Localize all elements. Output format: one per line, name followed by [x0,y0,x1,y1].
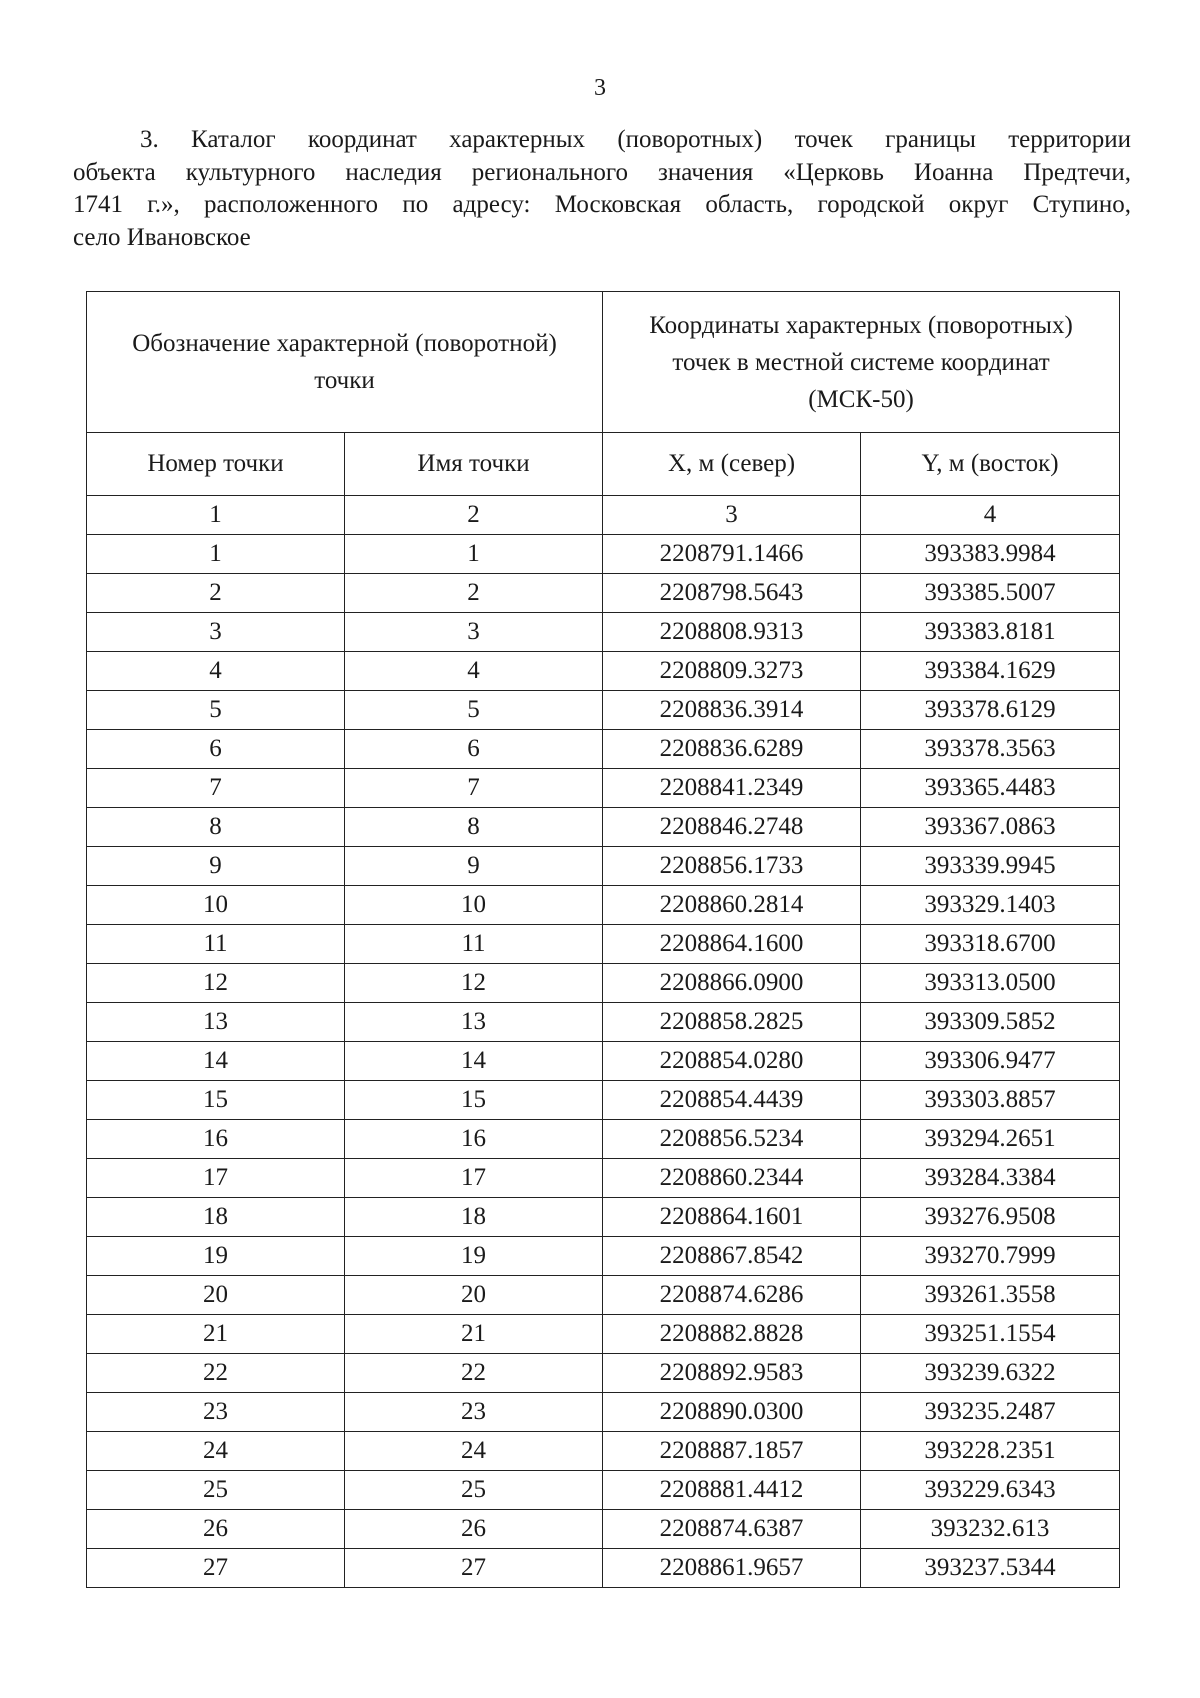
x-coordinate-cell: 2208856.1733 [603,847,861,886]
table-row [87,1471,1120,1510]
intro-paragraph [73,124,1131,254]
intro-line: объекта культурного наследия регионального значения «Церковь Иоанна Предтечи, [73,158,1131,186]
header-point-designation: Обозначение характерной (поворотной) точки [87,292,603,433]
y-coordinate-cell: 393339.9945 [861,847,1120,886]
y-coordinate-cell: 393313.0500 [861,964,1120,1003]
header-column-numbers-row [87,496,1120,535]
y-coordinate-cell: 393318.6700 [861,925,1120,964]
column-number: 1 [87,496,345,535]
column-number: 3 [603,496,861,535]
table-head [87,292,1120,535]
point-name-cell: 19 [345,1237,603,1276]
y-coordinate-cell: 393251.1554 [861,1315,1120,1354]
point-name-cell: 11 [345,925,603,964]
point-number-cell: 5 [87,691,345,730]
point-name-cell: 4 [345,652,603,691]
table-row [87,1393,1120,1432]
point-name-cell: 9 [345,847,603,886]
table-row [87,1237,1120,1276]
header-group-row [87,292,1120,433]
intro-line: 3. Каталог координат характерных (поворотных) точек границы территории [140,126,1131,153]
y-coordinate-cell: 393365.4483 [861,769,1120,808]
point-name-cell: 17 [345,1159,603,1198]
point-number-cell: 25 [87,1471,345,1510]
point-name-cell: 20 [345,1276,603,1315]
point-name-cell: 16 [345,1120,603,1159]
x-coordinate-cell: 2208866.0900 [603,964,861,1003]
table-row [87,1120,1120,1159]
table-row [87,535,1120,574]
point-number-cell: 23 [87,1393,345,1432]
y-coordinate-cell: 393229.6343 [861,1471,1120,1510]
point-number-cell: 2 [87,574,345,613]
x-coordinate-cell: 2208846.2748 [603,808,861,847]
y-coordinate-cell: 393303.8857 [861,1081,1120,1120]
y-coordinate-cell: 393309.5852 [861,1003,1120,1042]
y-coordinate-cell: 393237.5344 [861,1549,1120,1588]
point-number-cell: 9 [87,847,345,886]
x-coordinate-cell: 2208856.5234 [603,1120,861,1159]
point-name-cell: 12 [345,964,603,1003]
point-name-cell: 6 [345,730,603,769]
point-number-cell: 15 [87,1081,345,1120]
point-name-cell: 25 [345,1471,603,1510]
x-coordinate-cell: 2208864.1600 [603,925,861,964]
point-number-cell: 17 [87,1159,345,1198]
point-number-cell: 18 [87,1198,345,1237]
y-coordinate-cell: 393294.2651 [861,1120,1120,1159]
table-row [87,1354,1120,1393]
x-coordinate-cell: 2208860.2344 [603,1159,861,1198]
x-coordinate-cell: 2208808.9313 [603,613,861,652]
x-coordinate-cell: 2208858.2825 [603,1003,861,1042]
header-point-name: Имя точки [345,433,603,496]
x-coordinate-cell: 2208861.9657 [603,1549,861,1588]
point-number-cell: 14 [87,1042,345,1081]
point-number-cell: 26 [87,1510,345,1549]
x-coordinate-cell: 2208836.6289 [603,730,861,769]
header-coordinates-msk50: Координаты характерных (поворотных) точек в местной системе координат (МСК-50) [603,292,1120,433]
point-name-cell: 10 [345,886,603,925]
y-coordinate-cell: 393235.2487 [861,1393,1120,1432]
y-coordinate-cell: 393306.9477 [861,1042,1120,1081]
table-row [87,808,1120,847]
page-number: 3 [594,75,606,101]
point-number-cell: 7 [87,769,345,808]
table-row [87,1315,1120,1354]
y-coordinate-cell: 393261.3558 [861,1276,1120,1315]
header-x-north: X, м (север) [603,433,861,496]
x-coordinate-cell: 2208860.2814 [603,886,861,925]
point-name-cell: 14 [345,1042,603,1081]
point-name-cell: 18 [345,1198,603,1237]
table-body [87,535,1120,1588]
y-coordinate-cell: 393239.6322 [861,1354,1120,1393]
point-name-cell: 21 [345,1315,603,1354]
table-row [87,925,1120,964]
table-row [87,847,1120,886]
point-number-cell: 10 [87,886,345,925]
column-number: 2 [345,496,603,535]
table-row [87,1276,1120,1315]
x-coordinate-cell: 2208841.2349 [603,769,861,808]
header-y-east: Y, м (восток) [861,433,1120,496]
x-coordinate-cell: 2208854.4439 [603,1081,861,1120]
x-coordinate-cell: 2208881.4412 [603,1471,861,1510]
table-row [87,964,1120,1003]
x-coordinate-cell: 2208887.1857 [603,1432,861,1471]
table-row [87,574,1120,613]
y-coordinate-cell: 393329.1403 [861,886,1120,925]
x-coordinate-cell: 2208791.1466 [603,535,861,574]
y-coordinate-cell: 393367.0863 [861,808,1120,847]
y-coordinate-cell: 393378.3563 [861,730,1120,769]
x-coordinate-cell: 2208867.8542 [603,1237,861,1276]
point-name-cell: 1 [345,535,603,574]
table-row [87,886,1120,925]
point-number-cell: 8 [87,808,345,847]
header-point-number: Номер точки [87,433,345,496]
point-name-cell: 22 [345,1354,603,1393]
y-coordinate-cell: 393378.6129 [861,691,1120,730]
point-number-cell: 1 [87,535,345,574]
y-coordinate-cell: 393383.9984 [861,535,1120,574]
table-row [87,1432,1120,1471]
x-coordinate-cell: 2208864.1601 [603,1198,861,1237]
y-coordinate-cell: 393276.9508 [861,1198,1120,1237]
point-name-cell: 23 [345,1393,603,1432]
coordinates-catalog-table [86,291,1120,1588]
x-coordinate-cell: 2208874.6286 [603,1276,861,1315]
point-number-cell: 16 [87,1120,345,1159]
table-row [87,691,1120,730]
column-number: 4 [861,496,1120,535]
point-name-cell: 5 [345,691,603,730]
table-row [87,1549,1120,1588]
point-name-cell: 8 [345,808,603,847]
x-coordinate-cell: 2208890.0300 [603,1393,861,1432]
y-coordinate-cell: 393232.613 [861,1510,1120,1549]
point-number-cell: 27 [87,1549,345,1588]
y-coordinate-cell: 393228.2351 [861,1432,1120,1471]
x-coordinate-cell: 2208809.3273 [603,652,861,691]
point-name-cell: 13 [345,1003,603,1042]
point-number-cell: 24 [87,1432,345,1471]
y-coordinate-cell: 393270.7999 [861,1237,1120,1276]
point-name-cell: 3 [345,613,603,652]
point-name-cell: 7 [345,769,603,808]
point-number-cell: 4 [87,652,345,691]
table-row [87,1042,1120,1081]
header-columns-row [87,433,1120,496]
table-row [87,652,1120,691]
point-number-cell: 11 [87,925,345,964]
point-number-cell: 12 [87,964,345,1003]
x-coordinate-cell: 2208836.3914 [603,691,861,730]
point-number-cell: 3 [87,613,345,652]
point-number-cell: 20 [87,1276,345,1315]
point-name-cell: 26 [345,1510,603,1549]
intro-line: 1741 г.», расположенного по адресу: Московская область, городской округ Ступино, [73,191,1131,218]
x-coordinate-cell: 2208798.5643 [603,574,861,613]
table-row [87,1510,1120,1549]
y-coordinate-cell: 393383.8181 [861,613,1120,652]
table-row [87,1081,1120,1120]
point-name-cell: 27 [345,1549,603,1588]
point-name-cell: 2 [345,574,603,613]
y-coordinate-cell: 393385.5007 [861,574,1120,613]
x-coordinate-cell: 2208874.6387 [603,1510,861,1549]
point-number-cell: 19 [87,1237,345,1276]
point-name-cell: 24 [345,1432,603,1471]
table-row [87,1003,1120,1042]
table-row [87,1198,1120,1237]
point-number-cell: 22 [87,1354,345,1393]
table-row [87,730,1120,769]
table-row [87,1159,1120,1198]
x-coordinate-cell: 2208854.0280 [603,1042,861,1081]
x-coordinate-cell: 2208892.9583 [603,1354,861,1393]
point-number-cell: 21 [87,1315,345,1354]
x-coordinate-cell: 2208882.8828 [603,1315,861,1354]
y-coordinate-cell: 393384.1629 [861,652,1120,691]
table-row [87,613,1120,652]
table-row [87,769,1120,808]
point-name-cell: 15 [345,1081,603,1120]
intro-line: село Ивановское [73,223,251,251]
y-coordinate-cell: 393284.3384 [861,1159,1120,1198]
point-number-cell: 6 [87,730,345,769]
point-number-cell: 13 [87,1003,345,1042]
